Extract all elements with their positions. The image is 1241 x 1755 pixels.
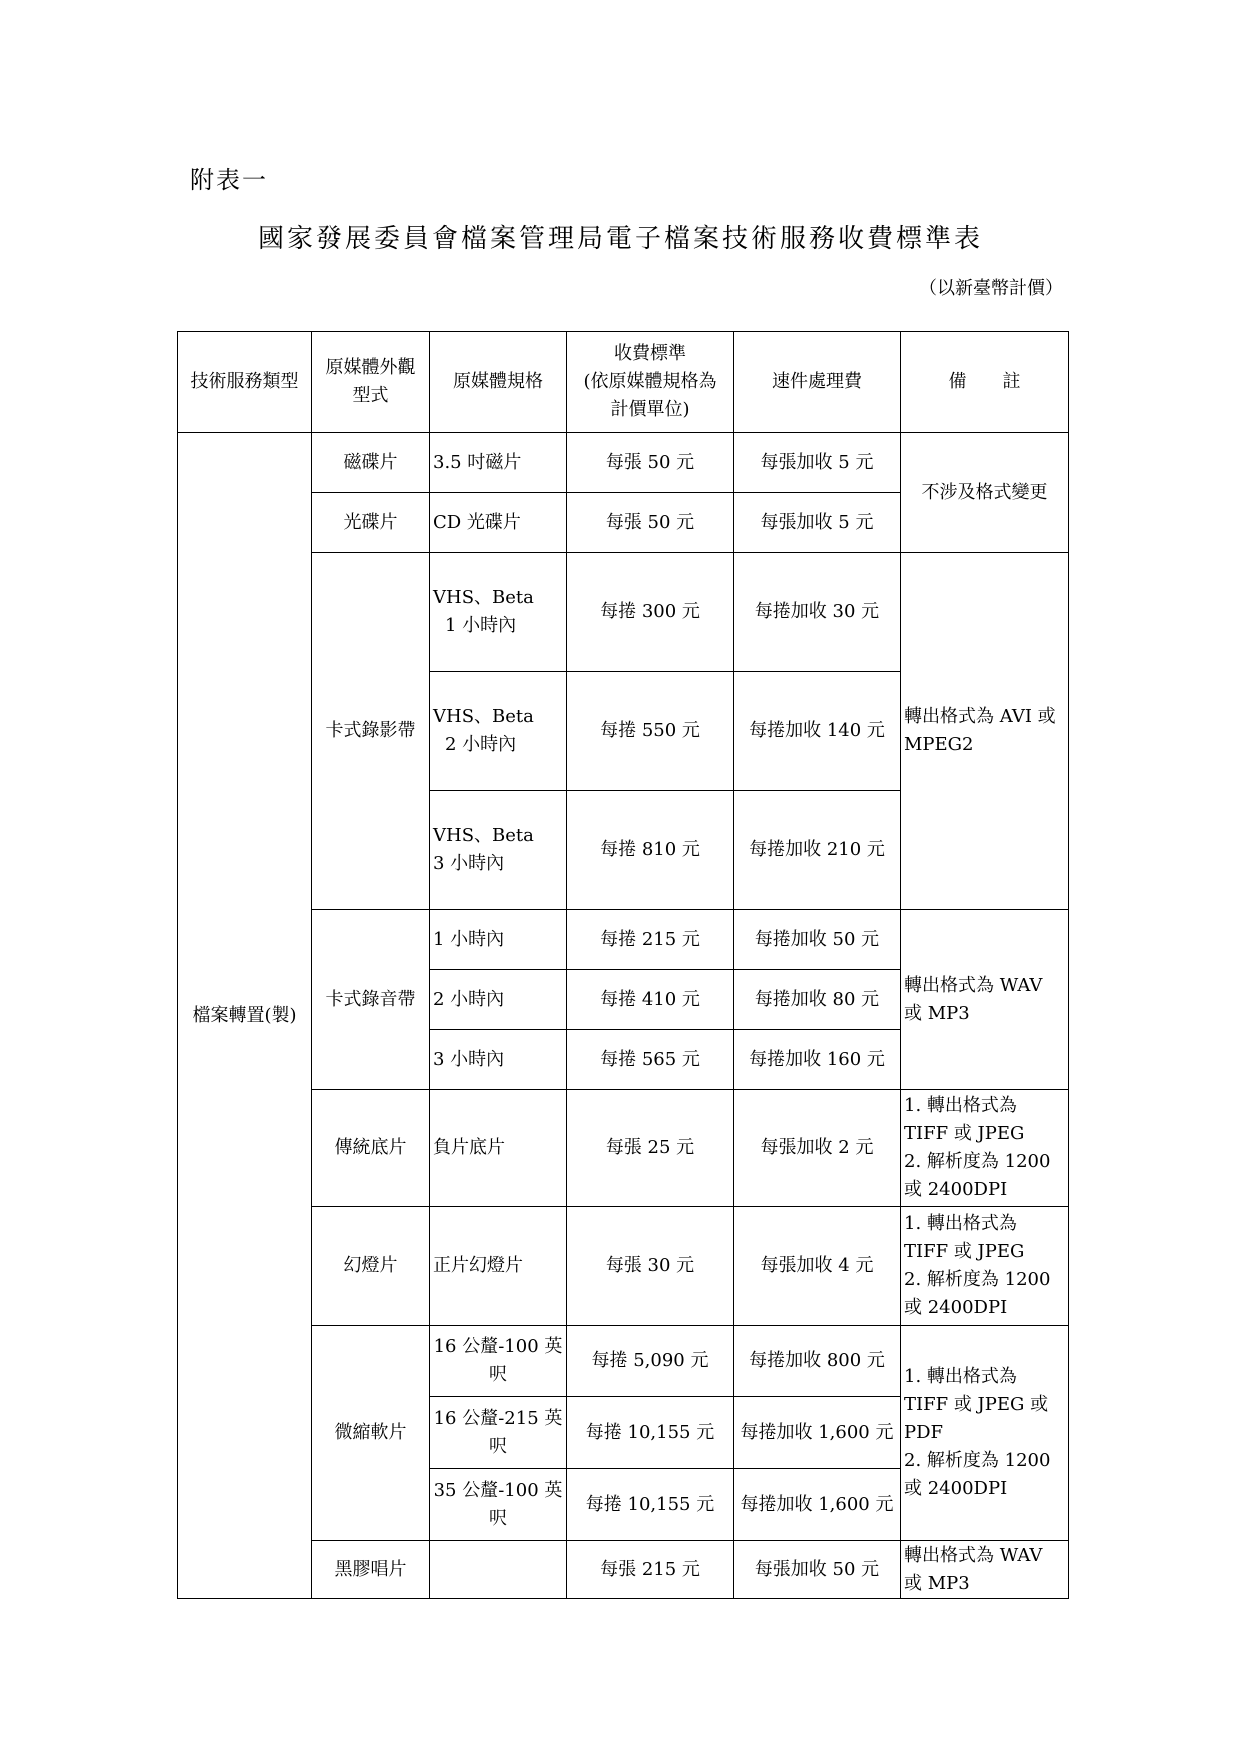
express-fee-cell: 每捲加收 30 元 [734,553,901,672]
appendix-label: 附表一 [190,166,268,194]
fee-cell: 每捲 550 元 [567,672,734,791]
fee-cell: 每捲 215 元 [567,910,734,970]
fee-table [177,331,1069,1599]
express-fee-cell: 每捲加收 50 元 [734,910,901,970]
fee-cell: 每張 215 元 [567,1541,734,1599]
media-spec-cell: 3.5 吋磁片 [430,433,567,493]
table-row [178,910,1069,970]
media-spec-cell: 正片幻燈片 [430,1207,567,1326]
media-spec-cell: 35 公釐-100 英呎 [430,1469,567,1541]
remarks-cell: 不涉及格式變更 [901,433,1069,553]
media-spec-cell: 負片底片 [430,1090,567,1207]
table-row [178,1326,1069,1397]
fee-cell: 每捲 300 元 [567,553,734,672]
media-type-cell: 黑膠唱片 [312,1541,430,1599]
express-fee-cell: 每張加收 4 元 [734,1207,901,1326]
remarks-cell: 1. 轉出格式為 TIFF 或 JPEG 或 PDF 2. 解析度為 1200 或 2400DPI [901,1326,1069,1541]
service-type-cell: 檔案轉置(製) [178,433,312,1599]
media-spec-cell: VHS、Beta 3 小時內 [430,791,567,910]
media-type-cell: 幻燈片 [312,1207,430,1326]
media-type-cell: 微縮軟片 [312,1326,430,1541]
express-fee-cell: 每張加收 2 元 [734,1090,901,1207]
express-fee-cell: 每張加收 5 元 [734,433,901,493]
remarks-cell: 1. 轉出格式為 TIFF 或 JPEG 2. 解析度為 1200 或 2400DPI [901,1207,1069,1326]
fee-cell: 每張 25 元 [567,1090,734,1207]
remarks-cell: 1. 轉出格式為 TIFF 或 JPEG 2. 解析度為 1200 或 2400DPI [901,1090,1069,1207]
table-row [178,1541,1069,1599]
media-type-cell: 磁碟片 [312,433,430,493]
header-media-type: 原媒體外觀 型式 [312,332,430,433]
fee-cell: 每捲 10,155 元 [567,1469,734,1541]
document-title: 國家發展委員會檔案管理局電子檔案技術服務收費標準表 [257,224,983,254]
table-row [178,1090,1069,1207]
media-type-cell: 光碟片 [312,493,430,553]
media-type-cell: 卡式錄影帶 [312,553,430,910]
express-fee-cell: 每捲加收 160 元 [734,1030,901,1090]
express-fee-cell: 每捲加收 80 元 [734,970,901,1030]
header-fee: 收費標準 (依原媒體規格為 計價單位) [567,332,734,433]
header-remarks: 備 註 [901,332,1069,433]
table-header-row [178,332,1069,433]
header-service-type: 技術服務類型 [178,332,312,433]
media-spec-cell: VHS、Beta 2 小時內 [430,672,567,791]
media-spec-cell: 1 小時內 [430,910,567,970]
express-fee-cell: 每張加收 5 元 [734,493,901,553]
fee-cell: 每捲 810 元 [567,791,734,910]
media-type-cell: 傳統底片 [312,1090,430,1207]
fee-cell: 每捲 5,090 元 [567,1326,734,1397]
fee-cell: 每捲 410 元 [567,970,734,1030]
table-row [178,1207,1069,1326]
header-express-fee: 速件處理費 [734,332,901,433]
media-spec-cell: 3 小時內 [430,1030,567,1090]
fee-cell: 每張 50 元 [567,493,734,553]
fee-cell: 每捲 565 元 [567,1030,734,1090]
express-fee-cell: 每捲加收 800 元 [734,1326,901,1397]
fee-cell: 每張 30 元 [567,1207,734,1326]
express-fee-cell: 每捲加收 140 元 [734,672,901,791]
express-fee-cell: 每捲加收 1,600 元 [734,1397,901,1469]
media-spec-cell: CD 光碟片 [430,493,567,553]
media-spec-cell [430,1541,567,1599]
media-type-cell: 卡式錄音帶 [312,910,430,1090]
remarks-cell: 轉出格式為 WAV 或 MP3 [901,1541,1069,1599]
currency-note: （以新臺幣計價） [919,278,1063,299]
remarks-cell: 轉出格式為 WAV 或 MP3 [901,910,1069,1090]
express-fee-cell: 每捲加收 1,600 元 [734,1469,901,1541]
remarks-cell: 轉出格式為 AVI 或 MPEG2 [901,553,1069,910]
express-fee-cell: 每捲加收 210 元 [734,791,901,910]
header-media-spec: 原媒體規格 [430,332,567,433]
table-row [178,553,1069,672]
media-spec-cell: 2 小時內 [430,970,567,1030]
fee-cell: 每捲 10,155 元 [567,1397,734,1469]
table-row [178,433,1069,493]
media-spec-cell: 16 公釐-100 英呎 [430,1326,567,1397]
fee-cell: 每張 50 元 [567,433,734,493]
media-spec-cell: 16 公釐-215 英呎 [430,1397,567,1469]
express-fee-cell: 每張加收 50 元 [734,1541,901,1599]
media-spec-cell: VHS、Beta 1 小時內 [430,553,567,672]
